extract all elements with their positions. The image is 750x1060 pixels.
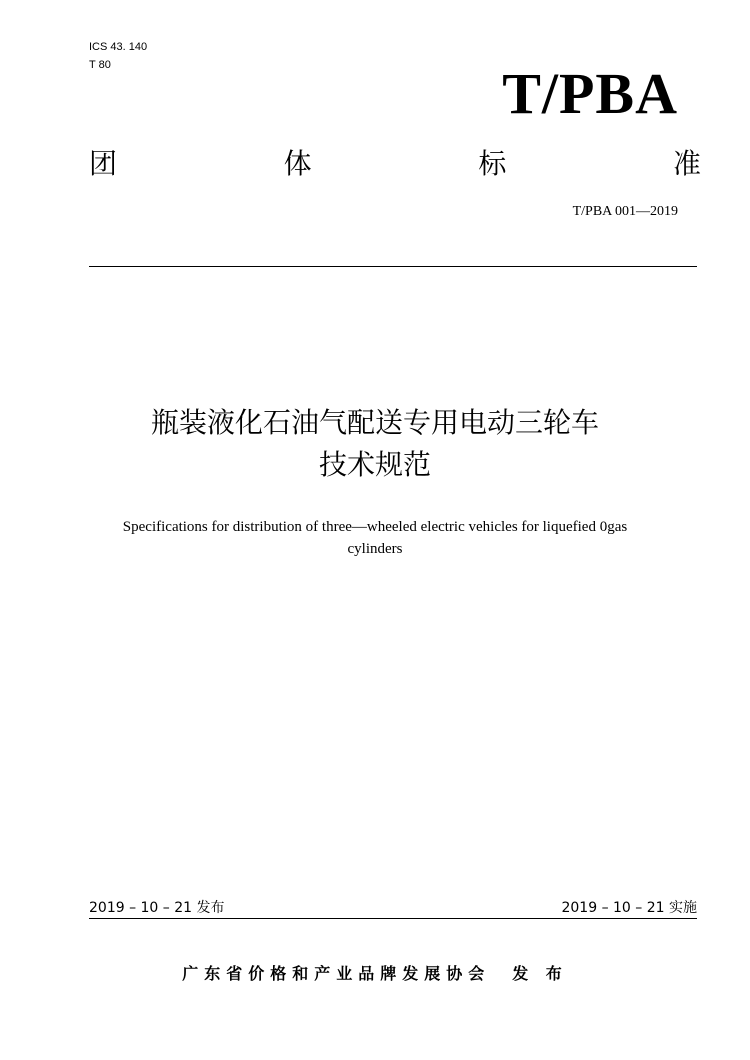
english-title bbox=[60, 516, 690, 560]
publish-label: 发 布 bbox=[512, 964, 568, 983]
header-divider bbox=[89, 266, 697, 267]
publisher-name: 广东省价格和产业品牌发展协会 bbox=[182, 964, 491, 983]
document-type-char-1: 团 bbox=[89, 147, 118, 180]
standard-logo: T/PBA bbox=[502, 61, 678, 126]
english-title-line-1: Specifications for distribution of three—wheeled electric vehicles for liquefied 0gas bbox=[122, 519, 628, 535]
chinese-title-line-2: 技术规范 bbox=[318, 448, 431, 481]
standard-number: T/PBA 001—2019 bbox=[572, 204, 678, 219]
document-type-char-3: 标 bbox=[478, 147, 507, 180]
ccs-code: T 80 bbox=[89, 59, 111, 71]
implementation-date: 2019 – 10 – 21 实施 bbox=[561, 900, 697, 916]
issue-date: 2019 – 10 – 21 发布 bbox=[89, 900, 225, 916]
document-type bbox=[89, 144, 701, 184]
chinese-title bbox=[0, 402, 750, 486]
document-type-char-2: 体 bbox=[283, 147, 312, 180]
ics-code: ICS 43. 140 bbox=[89, 41, 148, 53]
document-type-char-4: 准 bbox=[672, 147, 701, 180]
footer-divider bbox=[89, 918, 697, 919]
publisher-line bbox=[0, 962, 750, 986]
chinese-title-line-1: 瓶装液化石油气配送专用电动三轮车 bbox=[150, 406, 599, 439]
english-title-line-2: cylinders bbox=[347, 541, 403, 557]
